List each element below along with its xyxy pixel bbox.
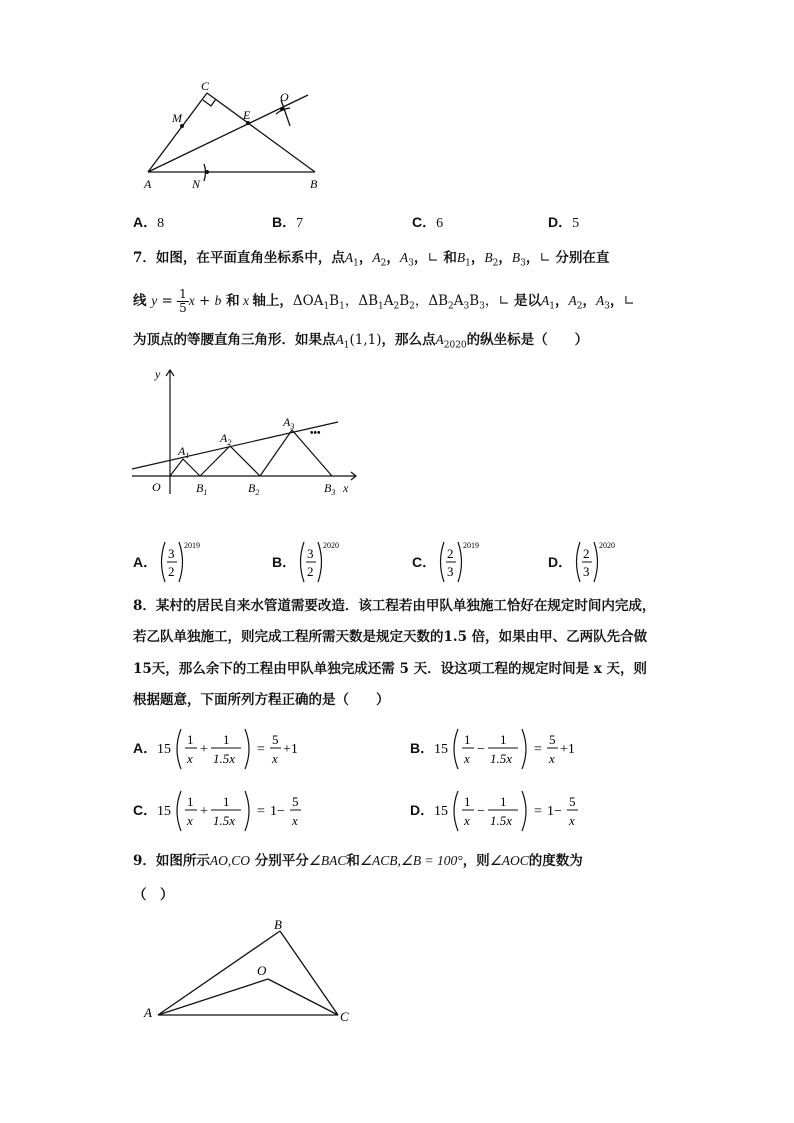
svg-text:=: = bbox=[534, 742, 542, 757]
svg-text:5: 5 bbox=[549, 732, 556, 747]
label-a: A bbox=[144, 1005, 152, 1020]
svg-text:2: 2 bbox=[447, 546, 454, 561]
svg-text:=: = bbox=[257, 742, 265, 757]
segment-bc bbox=[280, 931, 338, 1015]
segment-ao bbox=[158, 979, 268, 1015]
label-x: x bbox=[343, 481, 349, 495]
svg-text:x: x bbox=[464, 751, 470, 766]
q8-line2: 若乙队单独施工，则完成工程所需天数是规定天数的1.5 倍，如果由甲、乙两队先合做 bbox=[133, 629, 648, 645]
svg-text:x: x bbox=[549, 751, 555, 766]
svg-text:1−: 1− bbox=[270, 804, 285, 819]
q8-option-a[interactable]: A． 15 1 x + 1 1.5x = 5 x +1 bbox=[133, 726, 383, 772]
svg-text:5: 5 bbox=[272, 732, 279, 747]
svg-text:+: + bbox=[200, 742, 208, 757]
svg-text:2019: 2019 bbox=[463, 541, 479, 550]
svg-text:x: x bbox=[272, 751, 278, 766]
svg-text:−: − bbox=[477, 742, 485, 757]
q9-line2: （ ） bbox=[133, 887, 174, 903]
svg-text:1: 1 bbox=[223, 732, 230, 747]
svg-text:1.5x: 1.5x bbox=[490, 813, 513, 828]
svg-text:+1: +1 bbox=[560, 742, 575, 757]
q9-figure bbox=[130, 915, 370, 1030]
q8-line3: 15天，那么余下的工程由甲队单独完成还需 5 天．设这项工程的规定时间是 x 天，则 bbox=[133, 661, 648, 677]
label-y: y bbox=[155, 367, 161, 381]
label-a: A bbox=[144, 177, 152, 191]
q7-line1: 7．如图，在平面直角坐标系中，点$A_1$，$A_2$，$A_3$，∟ 和$B_1$，$B_2$，$B_3$，∟ 分别在直 bbox=[133, 250, 610, 269]
q7-figure bbox=[128, 364, 368, 499]
svg-text:2020: 2020 bbox=[323, 541, 339, 550]
q9-line1: 9．如图所示AO,CO 分别平分∠BAC和∠ACB,∠B = 100°，则∠AOC的度数为 bbox=[133, 853, 583, 869]
ellipsis-dots: ••• bbox=[310, 428, 321, 439]
svg-text:3: 3 bbox=[447, 564, 454, 579]
svg-text:3: 3 bbox=[168, 546, 175, 561]
label-c: C bbox=[201, 79, 210, 93]
svg-text:−: − bbox=[477, 804, 485, 819]
segment-oc bbox=[268, 979, 338, 1015]
q6-option-c[interactable]: C．6 bbox=[412, 214, 444, 231]
svg-text:1.5x: 1.5x bbox=[213, 751, 236, 766]
segment-ac bbox=[148, 93, 207, 172]
svg-text:2: 2 bbox=[168, 564, 175, 579]
q8-option-b[interactable]: B． 15 1 x − 1 1.5x = 5 x +1 bbox=[410, 726, 660, 772]
label-b: B bbox=[310, 177, 318, 191]
triangle-1 bbox=[170, 459, 200, 476]
q6-figure bbox=[130, 78, 330, 198]
label-o: O bbox=[257, 963, 267, 978]
svg-text:2: 2 bbox=[307, 564, 314, 579]
q8-line1: 8．某村的居民自来水管道需要改造．该工程若由甲队单独施工恰好在规定时间内完成， bbox=[133, 598, 656, 614]
q6-option-a[interactable]: A．8 bbox=[133, 214, 165, 231]
segment-cb bbox=[207, 93, 315, 172]
label-b1: $B_1$ bbox=[196, 481, 208, 497]
q6-option-d[interactable]: D．5 bbox=[548, 214, 580, 231]
svg-text:3: 3 bbox=[307, 546, 314, 561]
svg-text:1: 1 bbox=[187, 794, 194, 809]
svg-text:1−: 1− bbox=[547, 804, 562, 819]
svg-text:1: 1 bbox=[500, 794, 507, 809]
label-o: O bbox=[280, 90, 289, 104]
svg-text:x: x bbox=[569, 813, 575, 828]
svg-text:1: 1 bbox=[500, 732, 507, 747]
label-a2: $A_2$ bbox=[220, 431, 232, 447]
svg-text:1.5x: 1.5x bbox=[213, 813, 236, 828]
svg-text:1: 1 bbox=[223, 794, 230, 809]
q8-option-d[interactable]: D． 15 1 x − 1 1.5x = 1− 5 x bbox=[410, 788, 660, 834]
svg-text:2019: 2019 bbox=[184, 541, 200, 550]
q7-line3: 为顶点的等腰直角三角形．如果点$A_1(1,1)$，那么点$A_{2020}$的纵坐标是（ ） bbox=[133, 332, 589, 351]
svg-text:2: 2 bbox=[583, 546, 590, 561]
svg-text:+1: +1 bbox=[283, 742, 298, 757]
svg-text:x: x bbox=[187, 813, 193, 828]
q7-line2: 线 y = $\frac{1}{5}$ x + b 和 x 轴上，$\Delta OA_1B_1$，$\Delta B_1A_2B_2$，$\Delta B_2A_3B_3$，∟ 是以$A_1$，$A_2$，$A_3$，∟ bbox=[133, 287, 635, 315]
point-o bbox=[280, 107, 284, 111]
svg-text:5: 5 bbox=[569, 794, 576, 809]
right-angle-mark bbox=[203, 99, 216, 106]
svg-text:1: 1 bbox=[187, 732, 194, 747]
label-c: C bbox=[340, 1009, 349, 1024]
label-o: O bbox=[152, 480, 161, 494]
label-n: N bbox=[192, 177, 201, 191]
svg-text:15: 15 bbox=[434, 742, 448, 757]
label-a1: $A_1$ bbox=[178, 444, 190, 460]
label-e: E bbox=[243, 108, 251, 122]
svg-text:5: 5 bbox=[292, 794, 299, 809]
q6-option-b[interactable]: B．7 bbox=[272, 214, 304, 231]
svg-text:x: x bbox=[464, 813, 470, 828]
label-b2: $B_2$ bbox=[248, 481, 260, 497]
svg-text:x: x bbox=[187, 751, 193, 766]
svg-text:x: x bbox=[292, 813, 298, 828]
label-a3: $A_3$ bbox=[283, 415, 295, 431]
label-b3: $B_3$ bbox=[324, 481, 336, 497]
svg-text:1.5x: 1.5x bbox=[490, 751, 513, 766]
svg-text:15: 15 bbox=[434, 804, 448, 819]
svg-text:1: 1 bbox=[464, 794, 471, 809]
svg-text:2020: 2020 bbox=[599, 541, 615, 550]
svg-text:+: + bbox=[200, 804, 208, 819]
label-b: B bbox=[274, 917, 282, 932]
svg-text:1: 1 bbox=[464, 732, 471, 747]
point-n bbox=[205, 170, 209, 174]
label-m: M bbox=[172, 111, 182, 125]
q8-line4: 根据题意，下面所列方程正确的是（ ） bbox=[133, 692, 390, 708]
svg-text:=: = bbox=[257, 804, 265, 819]
svg-text:3: 3 bbox=[583, 564, 590, 579]
line-y-eq bbox=[132, 422, 338, 469]
svg-text:=: = bbox=[534, 804, 542, 819]
svg-text:15: 15 bbox=[157, 742, 171, 757]
triangle-2 bbox=[200, 446, 260, 476]
q8-option-c[interactable]: C． 15 1 x + 1 1.5x = 1− 5 x bbox=[133, 788, 383, 834]
svg-text:15: 15 bbox=[157, 804, 171, 819]
